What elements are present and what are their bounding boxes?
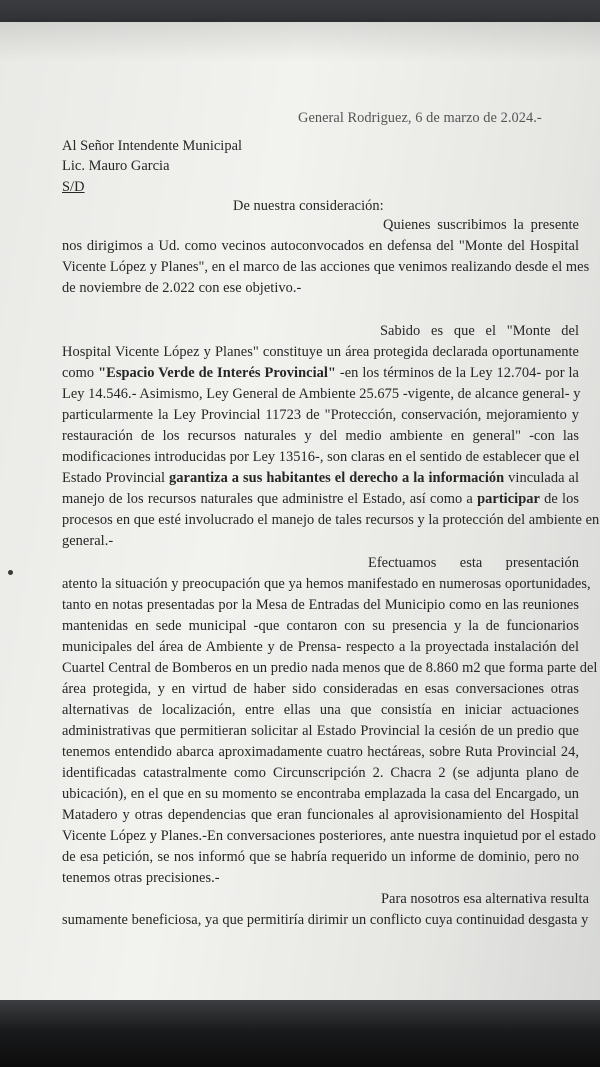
p4-line: sumamente beneficiosa, ya que permitiría dirimir un conflicto cuya continuidad desgasta y — [62, 912, 589, 928]
recipient-title: Al Señor Intendente Municipal — [62, 138, 243, 154]
p3-line: alternativas de localización, entre ellas una que consistía en iniciar actuaciones — [62, 702, 579, 718]
p3-line: ubicación), en el que en su momento se encontraba emplazada la casa del Encargado, un — [62, 786, 579, 802]
p1-line: de noviembre de 2.022 con ese objetivo.- — [62, 280, 302, 296]
p2-line: modificaciones introducidas por Ley 13516-, son claras en el sentido de establecer que el — [62, 449, 580, 465]
p3-line: mantenidas en sede municipal -que contaron con su presencia y la de funcionarios — [62, 618, 579, 634]
p2-line: manejo de los recursos naturales que administre el Estado, así como a participar de los — [62, 491, 579, 507]
p2-line: procesos en que esté involucrado el manejo de tales recursos y la protección del ambiente en — [62, 512, 600, 528]
p3-line: de esa petición, se nos informó que se habría requerido un informe de dominio, pero no — [62, 849, 579, 865]
recipient-sd: S/D — [62, 179, 85, 195]
p2-line: restauración de los recursos naturales y del medio ambiente en general" -con las — [62, 428, 579, 444]
p1-line: nos dirigimos a Ud. como vecinos autoconvocados en defensa del "Monte del Hospital — [62, 238, 579, 254]
emphasis: "Espacio Verde de Interés Provincial" — [98, 365, 336, 381]
p3-line: identificadas catastralmente como Circunscripción 2. Chacra 2 (se adjunta plano de — [62, 765, 579, 781]
dark-background-edge — [0, 1000, 600, 1067]
date-line: General Rodriguez, 6 de marzo de 2.024.- — [298, 110, 542, 126]
p3-line: tenemos entendido abarca aproximadamente cuatro hectáreas, sobre Ruta Provincial 24, — [62, 744, 579, 760]
recipient-name: Lic. Mauro Garcia — [62, 158, 170, 174]
p3-line: Cuartel Central de Bomberos en un predio nada menos que de 8.860 m2 que forma parte del — [62, 660, 598, 676]
p3-line: atento la situación y preocupación que ya hemos manifestado en numerosas oportunidades, — [62, 576, 591, 592]
p1-line: Quienes suscribimos la presente — [383, 217, 579, 233]
p2-line: como "Espacio Verde de Interés Provincial" -en los términos de la Ley 12.704- por la — [62, 365, 579, 381]
p3-line: Efectuamos esta presentación — [368, 555, 579, 571]
p3-line: Vicente López y Planes.-En conversaciones posteriores, ante nuestra inquietud por el estado — [62, 828, 596, 844]
p2-line: Sabido es que el "Monte del — [380, 323, 579, 339]
p2-line: Hospital Vicente López y Planes" constituye un área protegida declarada oportunamente — [62, 344, 579, 360]
p3-line: Matadero y otras dependencias que eran funcionales al aprovisionamiento del Hospital — [62, 807, 579, 823]
p1-line: Vicente López y Planes", en el marco de las acciones que venimos realizando desde el mes — [62, 259, 590, 275]
p3-line: tenemos otras precisiones.- — [62, 870, 220, 886]
p3-line: tanto en notas presentadas por la Mesa de Entradas del Municipio como en las reuniones — [62, 597, 579, 613]
p2-line: particularmente la Ley Provincial 11723 de "Protección, conservación, mejoramiento y — [62, 407, 579, 423]
p4-line: Para nosotros esa alternativa resulta — [381, 891, 590, 907]
emphasis: participar — [477, 491, 540, 507]
ink-dot — [8, 570, 13, 575]
p2-line: Estado Provincial garantiza a sus habitantes el derecho a la información vinculada al — [62, 470, 579, 486]
p3-line: municipales del área de Ambiente y de Prensa- respecto a la proyectada instalación del — [62, 639, 579, 655]
p2-line: general.- — [62, 533, 114, 549]
p2-line: Ley 14.546.- Asimismo, Ley General de Ambiente 25.675 -vigente, de alcance general- y — [62, 386, 581, 402]
p3-line: administrativas que permitieran solicitar al Estado Provincial la cesión de un predio que — [62, 723, 579, 739]
salutation: De nuestra consideración: — [233, 198, 384, 214]
emphasis: garantiza a sus habitantes el derecho a la información — [169, 470, 505, 486]
p3-line: área protegida, y en virtud de haber sido consideradas en esas conversaciones otras — [62, 681, 579, 697]
